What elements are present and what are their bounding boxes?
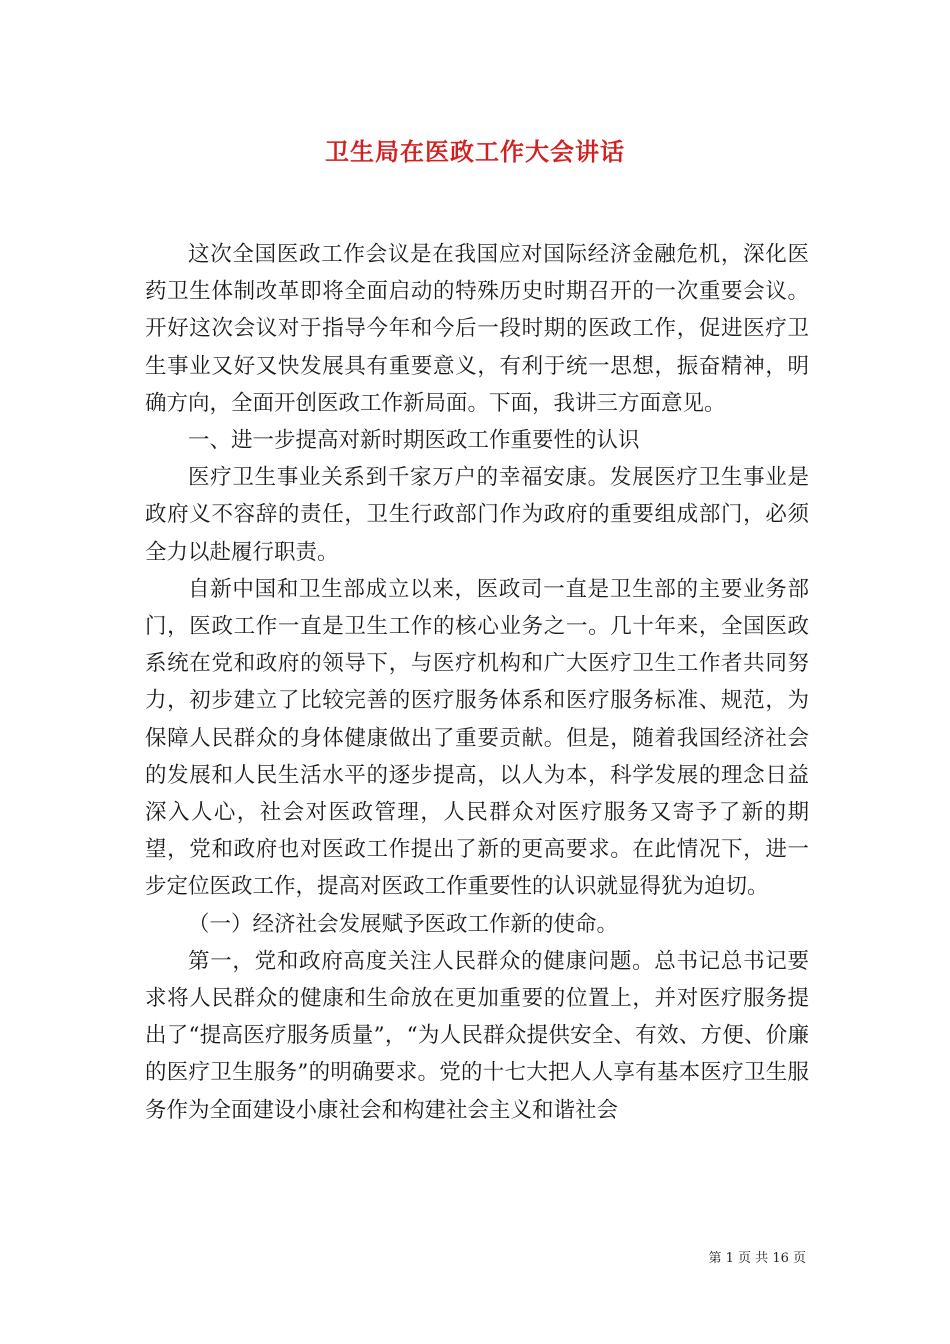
section-heading-1: 一、进一步提高对新时期医政工作重要性的认识 — [188, 428, 640, 454]
paragraph-intro: 这次全国医政工作会议是在我国应对国际经济金融危机，深化医药卫生体制改革即将全面启动的特殊历史时期召开的一次重要会议。开好这次会议对于指导今年和今后一段时期的医政工作，促进医疗卫生事业又好又快发展具有重要意义，有利于统一思想，振奋精神，明确方向，全面开创医政工作新局面。下面，我讲三方面意见。 — [145, 242, 809, 416]
paragraph: 自新中国和卫生部成立以来，医政司一直是卫生部的主要业务部门，医政工作一直是卫生工作的核心业务之一。几十年来，全国医政系统在党和政府的领导下，与医疗机构和广大医疗卫生工作者共同努力，初步建立了比较完善的医疗服务体系和医疗服务标准、规范，为保障人民群众的身体健康做出了重要贡献。但是，随着我国经济社会的发展和人民生活水平的逐步提高，以人为本，科学发展的理念日益深入人心，社会对医政管理，人民群众对医疗服务又寄予了新的期望，党和政府也对医政工作提出了新的更高要求。在此情况下，进一步定位医政工作，提高对医政工作重要性的认识就显得犹为迫切。 — [145, 576, 809, 900]
document-title: 卫生局在医政工作大会讲话 — [325, 137, 625, 166]
subsection-heading-1: （一）经济社会发展赋予医政工作新的使命。 — [188, 911, 619, 937]
page-number: 第 1 页 共 16 页 — [708, 1251, 806, 1266]
paragraph: 第一，党和政府高度关注人民群众的健康问题。总书记总书记要求将人民群众的健康和生命放在更加重要的位置上，并对医疗服务提出了“提高医疗服务质量”，“为人民群众提供安全、有效、方便、价廉的医疗卫生服务”的明确要求。党的十七大把人人享有基本医疗卫生服务作为全面建设小康社会和构建社会主义和谐社会 — [145, 948, 809, 1123]
paragraph: 医疗卫生事业关系到千家万户的幸福安康。发展医疗卫生事业是政府义不容辞的责任，卫生行政部门作为政府的重要组成部门，必须全力以赴履行职责。 — [145, 465, 809, 565]
document-body — [145, 236, 809, 1129]
